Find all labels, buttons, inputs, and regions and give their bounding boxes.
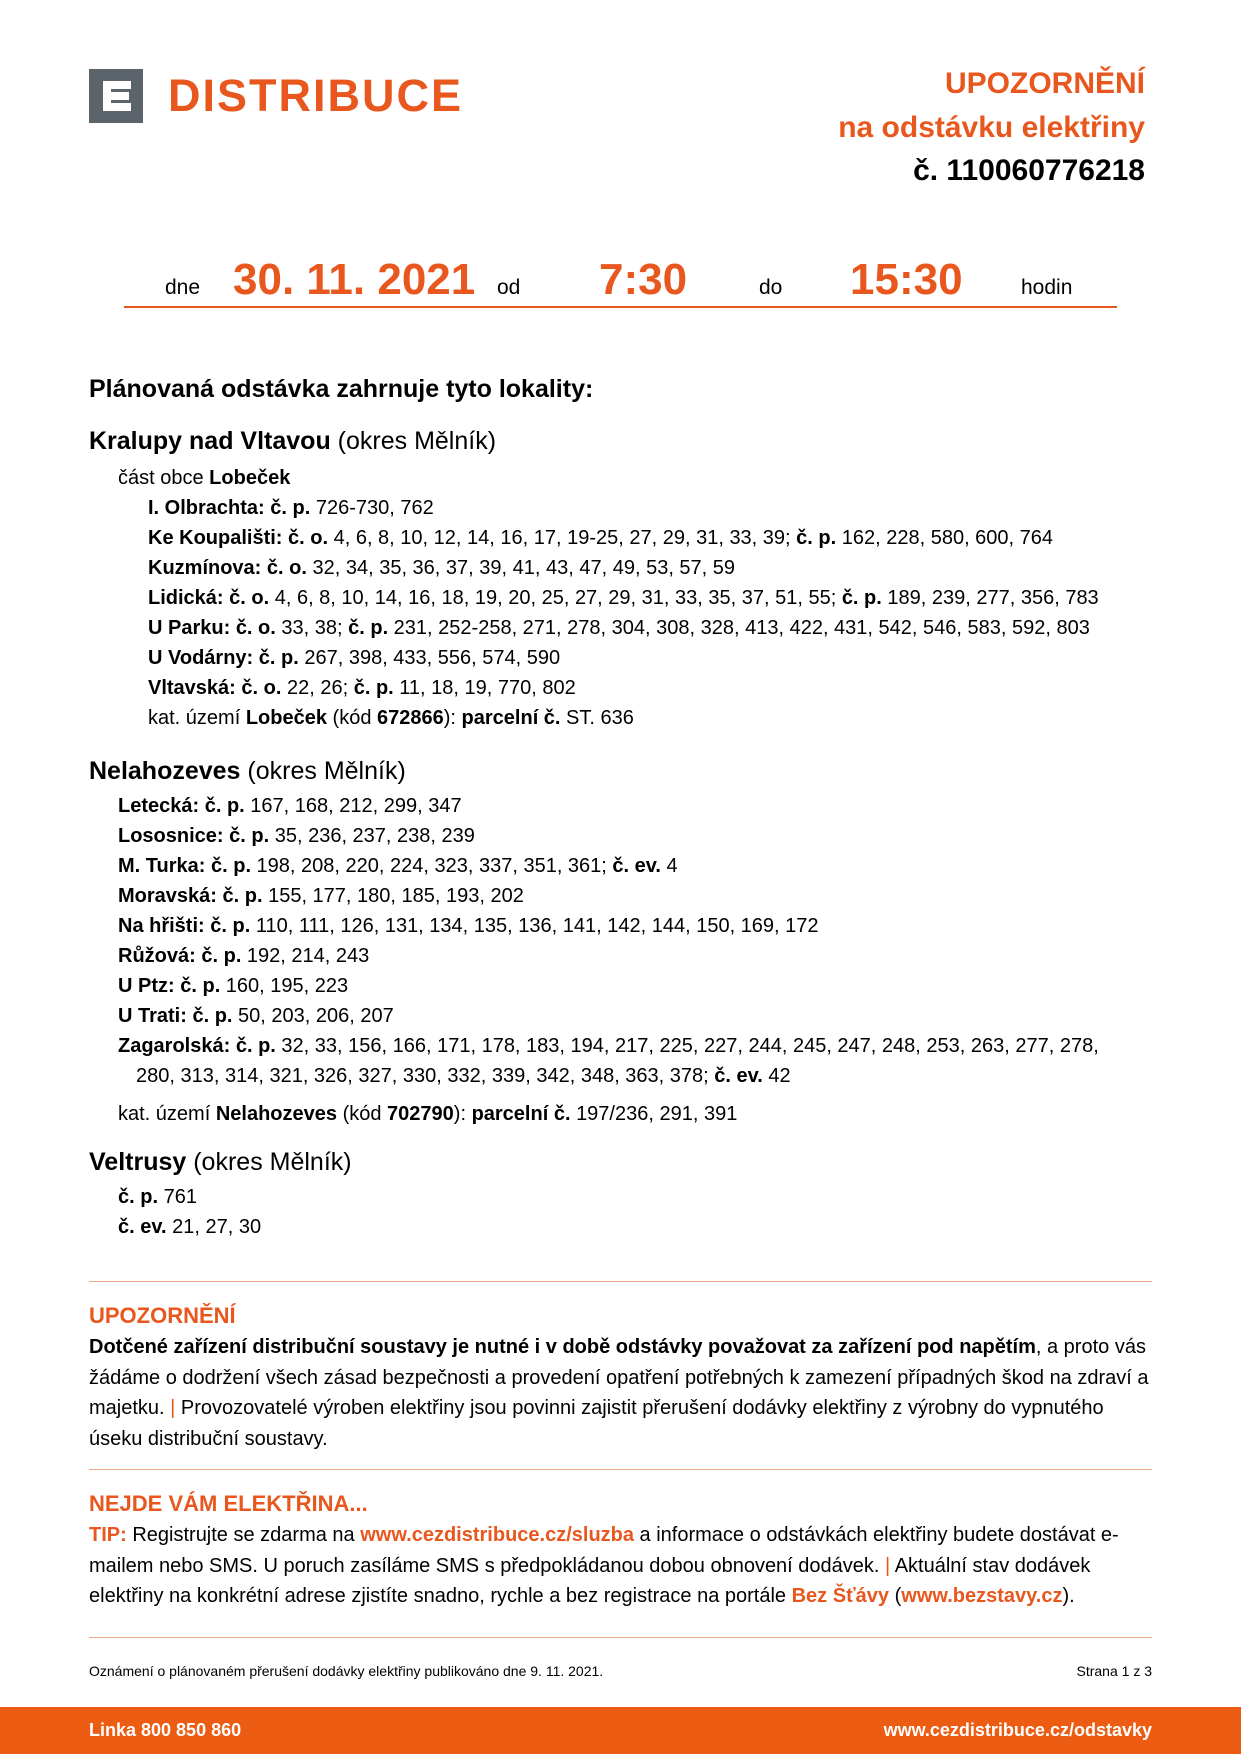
number-type-label: č. p. xyxy=(796,527,837,549)
divider xyxy=(89,1469,1152,1470)
street-row xyxy=(148,493,1099,523)
street-name: U Vodárny: xyxy=(148,647,254,669)
street-list xyxy=(148,493,1099,703)
number-type-label: č. p. xyxy=(841,587,882,609)
number-values: 198, 208, 220, 224, 323, 337, 351, 361; xyxy=(251,855,613,877)
parcel-label: parcelní č. xyxy=(461,707,561,729)
street-row xyxy=(148,613,1099,643)
ev-line xyxy=(118,1212,261,1242)
hours-label: hodin xyxy=(1021,276,1073,299)
street-row xyxy=(148,523,1099,553)
number-type-label: č. o. xyxy=(266,557,307,579)
number-values: 22, 26; xyxy=(281,677,354,699)
ev-values: 42 xyxy=(762,1065,791,1087)
date-label: dne xyxy=(165,276,201,299)
cp-values: 761 xyxy=(158,1186,197,1208)
warning-title: UPOZORNĚNÍ xyxy=(89,1303,236,1328)
kat-code: 672866 xyxy=(377,707,444,729)
number-type-label: č. p. xyxy=(210,915,251,937)
number-type-label: č. p. xyxy=(348,617,389,639)
kat-kod-close: ): xyxy=(443,707,456,729)
number-type-label: č. p. xyxy=(204,795,245,817)
street-name: Kuzmínova: xyxy=(148,557,262,579)
nejde-text xyxy=(89,1520,1159,1612)
number-type-label: č. p. xyxy=(192,1005,233,1027)
street-row xyxy=(118,911,1099,941)
outage-date: 30. 11. 2021 xyxy=(233,255,476,304)
separator: | xyxy=(885,1554,891,1577)
outage-url[interactable]: www.cezdistribuce.cz/odstavky xyxy=(883,1720,1152,1740)
number-values: 162, 228, 580, 600, 764 xyxy=(836,527,1054,549)
part-name: Lobeček xyxy=(209,467,291,489)
kat-code: 702790 xyxy=(387,1103,454,1125)
town-district: (okres Mělník) xyxy=(193,1148,352,1176)
nejde-text3: Aktuální stav dodávek elektřiny na konkrétní adrese zjistíte snadno, rychle a bez registrace na portále xyxy=(89,1554,1091,1607)
number-type-label: č. ev. xyxy=(612,855,661,877)
street-name: I. Olbrachta: xyxy=(148,497,265,519)
kat-name: Nelahozeves xyxy=(215,1103,337,1125)
street-name: Lososnice: xyxy=(118,825,224,847)
number-values: 50, 203, 206, 207 xyxy=(232,1005,394,1027)
street-name: Růžová: xyxy=(118,945,196,967)
number-values: 155, 177, 180, 185, 193, 202 xyxy=(262,885,524,907)
number-values: 4 xyxy=(660,855,678,877)
separator: | xyxy=(170,1397,176,1419)
street-row xyxy=(118,881,1099,911)
published-note: Oznámení o plánovaném přerušení dodávky elektřiny publikováno dne 9. 11. 2021. xyxy=(89,1663,604,1679)
street-row xyxy=(118,791,1099,821)
outage-to: 15:30 xyxy=(850,255,963,304)
street-list xyxy=(118,791,1099,1061)
outage-from: 7:30 xyxy=(599,255,688,304)
header-subtitle: na odstávku elektřiny xyxy=(838,111,1145,144)
divider xyxy=(89,1637,1152,1638)
street-name: Lidická: xyxy=(148,587,224,609)
kat-kod-open: (kód xyxy=(332,707,372,729)
town-district: (okres Mělník) xyxy=(337,427,497,455)
street-name: U Parku: xyxy=(148,617,231,639)
number-values: 11, 18, 19, 770, 802 xyxy=(393,677,576,699)
street-name: M. Turka: xyxy=(118,855,206,877)
number-values: 35, 236, 237, 238, 239 xyxy=(269,825,475,847)
parcel-label: parcelní č. xyxy=(471,1103,571,1125)
warning-text xyxy=(89,1332,1159,1454)
street-row xyxy=(118,1031,1099,1061)
footer-bar xyxy=(0,1707,1241,1754)
veltrusy-items xyxy=(118,1182,261,1242)
paren-close: ). xyxy=(1062,1585,1075,1607)
street-values: 280, 313, 314, 321, 326, 327, 330, 332, 339, 342, 348, 363, 378; xyxy=(136,1065,715,1087)
street-row xyxy=(118,821,1099,851)
street-row xyxy=(148,643,1099,673)
cadastral-line xyxy=(118,1099,1099,1129)
number-type-label: č. p. xyxy=(353,677,394,699)
number-values: 32, 34, 35, 36, 37, 39, 41, 43, 47, 49, 53, 57, 59 xyxy=(306,557,736,579)
localities-title: Plánovaná odstávka zahrnuje tyto lokality: xyxy=(89,375,594,403)
nejde-title: NEJDE VÁM ELEKTŘINA... xyxy=(89,1491,368,1516)
street-name: Ke Koupališti: xyxy=(148,527,283,549)
cez-logo-icon xyxy=(89,69,143,123)
street-name: Zagarolská: xyxy=(118,1035,231,1057)
from-label: od xyxy=(497,276,521,299)
number-values: 160, 195, 223 xyxy=(220,975,349,997)
number-type-label: č. p. xyxy=(180,975,221,997)
nelahozeves-streets xyxy=(118,791,1099,1129)
street-name: U Trati: xyxy=(118,1005,187,1027)
warning-bold: Dotčené zařízení distribuční soustavy je nutné i v době odstávky považovat za zařízení pod napětím xyxy=(89,1336,1036,1358)
ev-values: 21, 27, 30 xyxy=(166,1216,262,1238)
street-name: Na hřišti: xyxy=(118,915,205,937)
street-name: Moravská: xyxy=(118,885,217,907)
kat-prefix: kat. území xyxy=(118,1103,211,1125)
street-row xyxy=(118,971,1099,1001)
number-type-label: č. p. xyxy=(201,945,242,967)
street-row xyxy=(118,851,1099,881)
number-values: 267, 398, 433, 556, 574, 590 xyxy=(298,647,561,669)
ev-label: č. ev. xyxy=(714,1065,763,1087)
street-name: Vltavská: xyxy=(148,677,236,699)
street-row xyxy=(118,1001,1099,1031)
number-type-label: č. p. xyxy=(222,885,263,907)
warning-text1: , a proto vás žádáme o dodržení všech zásad bezpečnosti a provedení opatření potřebných k zamezení případných škod na zdraví a majetku. xyxy=(89,1336,1149,1419)
number-type-label: č. p. xyxy=(235,1035,276,1057)
tip-label: TIP: xyxy=(89,1524,127,1546)
street-row xyxy=(118,941,1099,971)
nejde-text2: a informace o odstávkách elektřiny budete dostávat e-mailem nebo SMS. U poruch zasíláme SMS s předpokládanou dobou obnovení dodávek. xyxy=(89,1524,1119,1577)
number-values: 189, 239, 277, 356, 783 xyxy=(881,587,1099,609)
street-row xyxy=(148,673,1099,703)
town-veltrusy xyxy=(89,1148,352,1177)
service-link[interactable]: www.cezdistribuce.cz/sluzba xyxy=(360,1524,634,1546)
town-district: (okres Mělník) xyxy=(247,757,406,785)
number-values: 4, 6, 8, 10, 12, 14, 16, 17, 19-25, 27, 29, 31, 33, 39; xyxy=(328,527,797,549)
kralupy-streets xyxy=(148,493,1099,733)
cp-line xyxy=(118,1182,261,1212)
ev-label: č. ev. xyxy=(118,1216,167,1238)
nejde-text1: Registrujte se zdarma na xyxy=(126,1524,361,1546)
number-values: 32, 33, 156, 166, 171, 178, 183, 194, 217, 225, 227, 244, 245, 247, 248, 253, 263, 277, 278, xyxy=(275,1035,1099,1057)
hotline[interactable]: Linka 800 850 860 xyxy=(89,1720,242,1740)
warning-text2: Provozovatelé výroben elektřiny jsou povinni zajistit přerušení dodávky elektřiny z výrobny do vypnutého úseku distribuční soustavy. xyxy=(89,1397,1104,1450)
kat-kod-close: ): xyxy=(453,1103,466,1125)
number-values: 4, 6, 8, 10, 14, 16, 18, 19, 20, 25, 27, 29, 31, 33, 35, 37, 51, 55; xyxy=(269,587,842,609)
number-values: 726-730, 762 xyxy=(310,497,434,519)
portal-name: Bez Šťávy xyxy=(791,1585,890,1607)
number-type-label: č. o. xyxy=(288,527,329,549)
date-underline xyxy=(124,306,1117,308)
number-values: 33, 38; xyxy=(275,617,349,639)
brand-name: DISTRIBUCE xyxy=(168,70,464,121)
notice-number: č. 110060776218 xyxy=(913,154,1145,187)
number-type-label: č. p. xyxy=(258,647,299,669)
street-row xyxy=(148,553,1099,583)
number-values: 110, 111, 126, 131, 134, 135, 136, 141, 142, 144, 150, 169, 172 xyxy=(250,915,819,937)
street-name: U Ptz: xyxy=(118,975,175,997)
bezstavy-link[interactable]: www.bezstavy.cz xyxy=(901,1585,1063,1607)
number-type-label: č. o. xyxy=(241,677,282,699)
number-values: 231, 252-258, 271, 278, 304, 308, 328, 413, 422, 431, 542, 546, 583, 592, 803 xyxy=(388,617,1090,639)
kat-prefix: kat. území xyxy=(148,707,241,729)
town-kralupy xyxy=(89,427,496,456)
parcel-values: 197/236, 291, 391 xyxy=(576,1103,738,1125)
divider xyxy=(89,1281,1152,1282)
page-number: Strana 1 z 3 xyxy=(1076,1663,1152,1679)
town-name: Nelahozeves xyxy=(89,757,241,785)
town-name: Veltrusy xyxy=(89,1148,187,1176)
town-nelahozeves xyxy=(89,757,406,786)
number-type-label: č. p. xyxy=(210,855,251,877)
part-of-town xyxy=(118,463,290,493)
street-row xyxy=(148,583,1099,613)
street-continuation xyxy=(118,1061,1099,1091)
kat-name: Lobeček xyxy=(245,707,327,729)
number-values: 167, 168, 212, 299, 347 xyxy=(244,795,462,817)
header-title: UPOZORNĚNÍ xyxy=(944,67,1145,100)
number-type-label: č. p. xyxy=(270,497,311,519)
kat-kod-open: (kód xyxy=(342,1103,382,1125)
town-name: Kralupy nad Vltavou xyxy=(89,427,331,455)
number-values: 192, 214, 243 xyxy=(241,945,370,967)
cadastral-line xyxy=(148,703,1099,733)
number-type-label: č. o. xyxy=(235,617,276,639)
to-label: do xyxy=(759,276,783,299)
street-name: Letecká: xyxy=(118,795,200,817)
part-prefix: část obce xyxy=(118,467,204,489)
paren-open: ( xyxy=(894,1585,902,1607)
number-type-label: č. p. xyxy=(229,825,270,847)
parcel-values: ST. 636 xyxy=(566,707,634,729)
number-type-label: č. o. xyxy=(229,587,270,609)
cp-label: č. p. xyxy=(118,1186,159,1208)
